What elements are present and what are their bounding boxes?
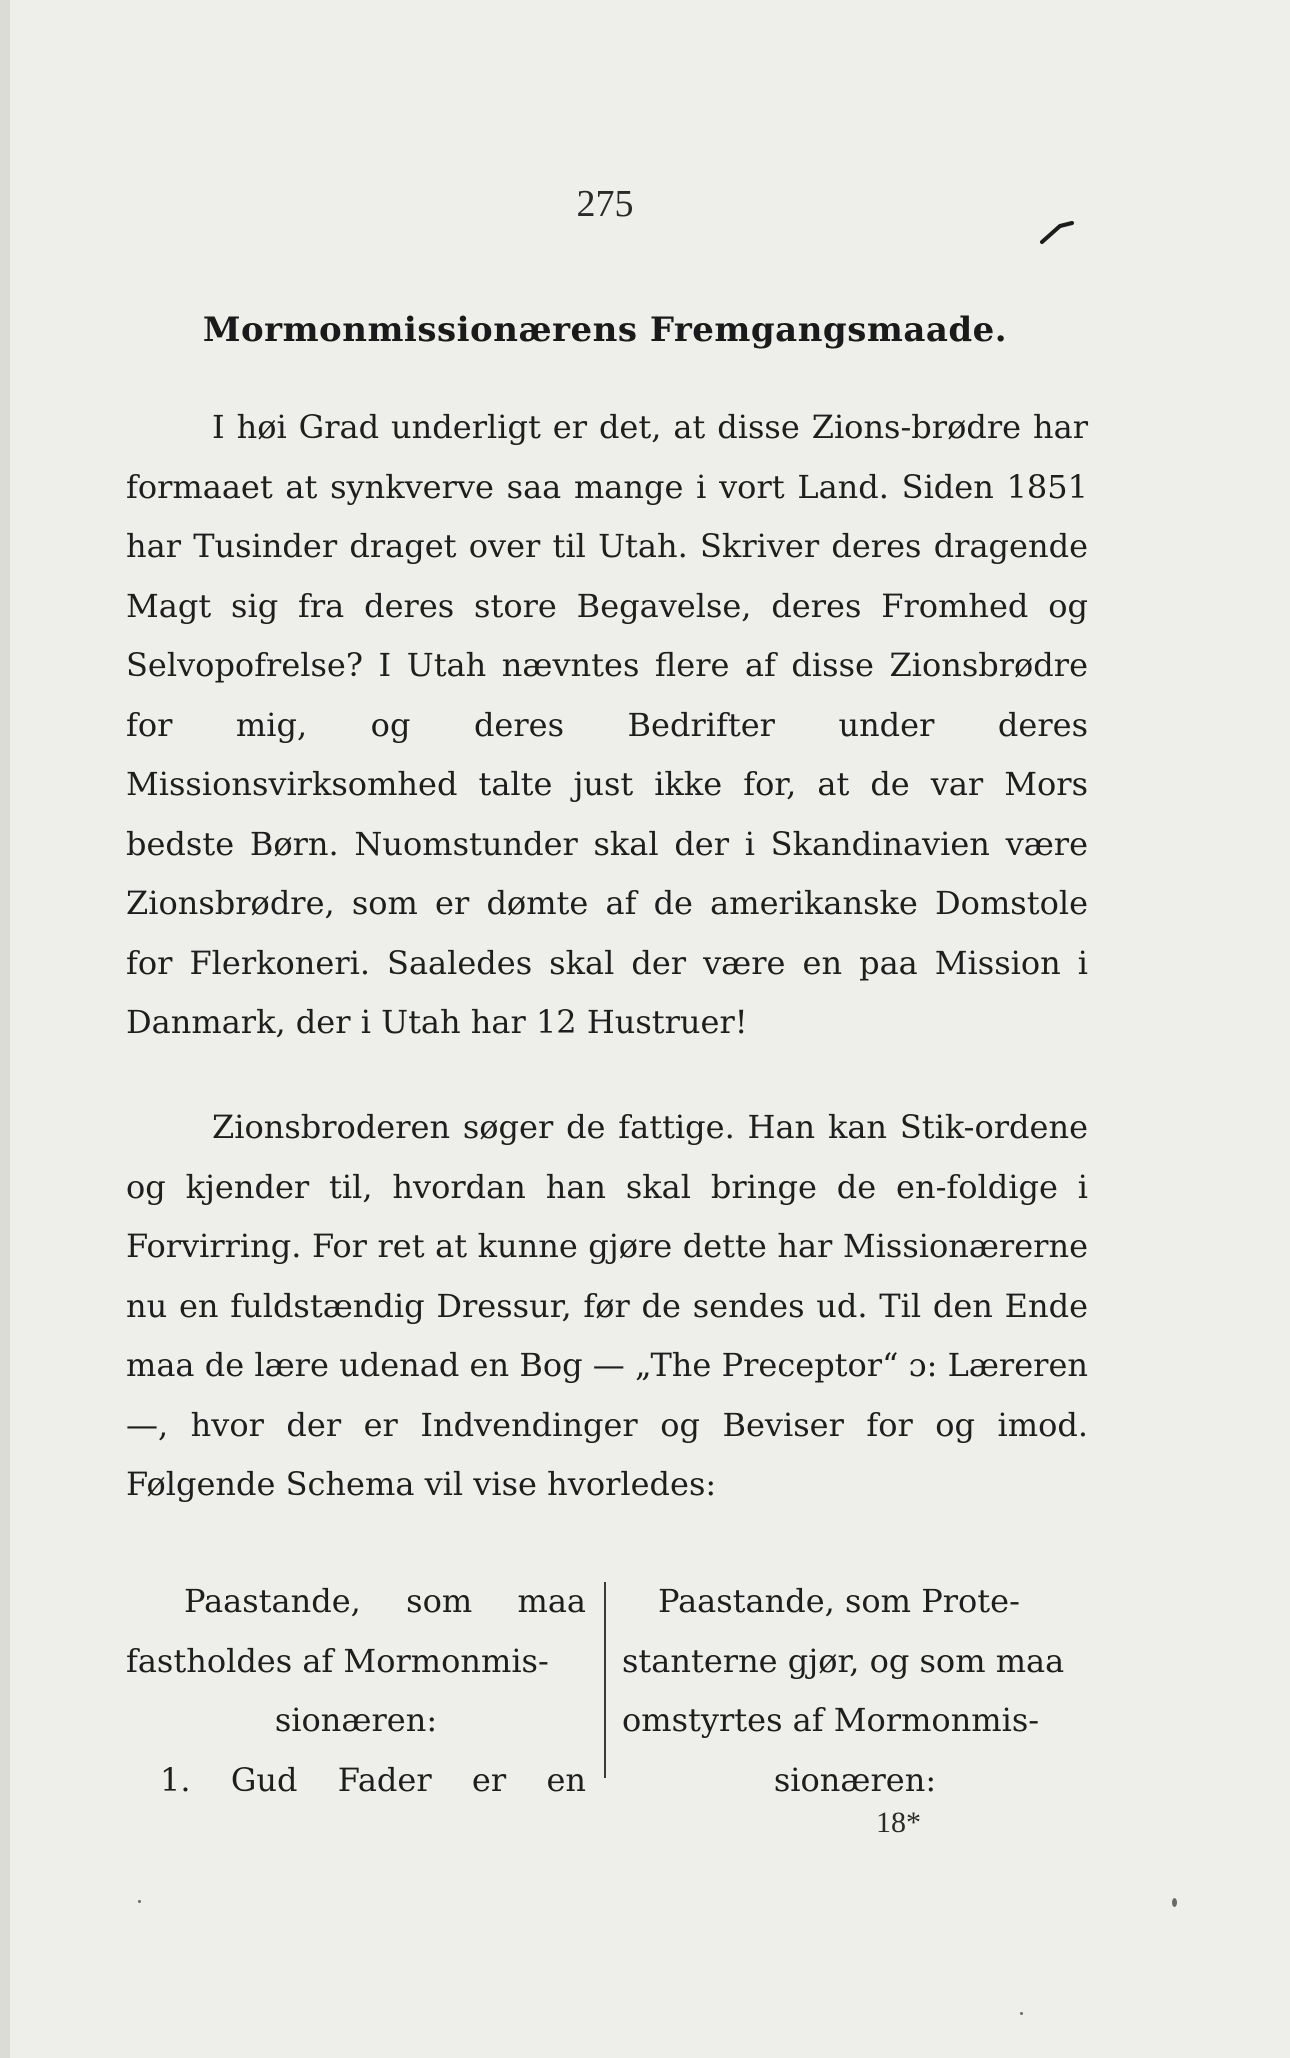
page-number: 275	[576, 183, 634, 225]
right-column-line-4: sionæren:	[773, 1760, 937, 1799]
left-column-item-1: 1. Gud Fader er en	[160, 1760, 586, 1799]
paper-speck	[138, 1900, 141, 1903]
paragraph-1	[126, 398, 1088, 1053]
paragraph-2	[126, 1098, 1088, 1515]
left-column	[126, 1572, 586, 1810]
left-column-line-1: Paastande, som maa	[184, 1582, 586, 1620]
paragraph-1-text: I høi Grad underligt er det, at disse Zions-brødre har formaaet at synkverve saa mange i vort Land. Siden 1851 har Tusinder draget over til Utah. Skriver deres dragende Magt sig fra deres store Begavelse, deres Fromhed og Selvopofrelse? I Utah nævntes flere af disse Zionsbrødre for mig, og deres Bedrifter under deres Missionsvirksomhed talte just ikke for, at de var Mors bedste Børn. Nuomstunder skal der i Skandinavien være Zionsbrødre, som er dømte af de amerikanske Domstole for Flerkoneri. Saaledes skal der være en paa Mission i Danmark, der i Utah har 12 Hustruer!	[126, 408, 1088, 1041]
left-column-line-2: fastholdes af Mormonmis-	[126, 1641, 549, 1680]
pen-mark-icon	[1040, 220, 1074, 244]
right-column-line-3: omstyrtes af Mormonmis-	[622, 1701, 1040, 1739]
paragraph-2-text: Zionsbroderen søger de fattige. Han kan Stik-ordene og kjender til, hvordan han skal bringe de en-foldige i Forvirring. For ret at kunne gjøre dette har Missionærerne nu en fuldstændig Dressur, før de sendes ud. Til den Ende maa de lære udenad en Bog — „The Preceptor“ ɔ: Læreren —, hvor der er Indvendinger og Beviser for og imod. Følgende Schema vil vise hvorledes:	[126, 1108, 1088, 1503]
paper-speck	[1020, 2012, 1023, 2015]
paper-speck	[1172, 1898, 1177, 1907]
right-column	[622, 1572, 1088, 1810]
chapter-title: Mormonmissionærens Fremgangsmaade.	[202, 310, 1008, 350]
column-divider	[604, 1582, 606, 1778]
signature-mark: 18*	[876, 1806, 921, 1839]
left-column-line-3: sionæren:	[274, 1701, 438, 1739]
right-column-line-1: Paastande, som Prote-	[658, 1582, 1020, 1620]
right-column-line-2: stanterne gjør, og som maa	[622, 1641, 1065, 1680]
